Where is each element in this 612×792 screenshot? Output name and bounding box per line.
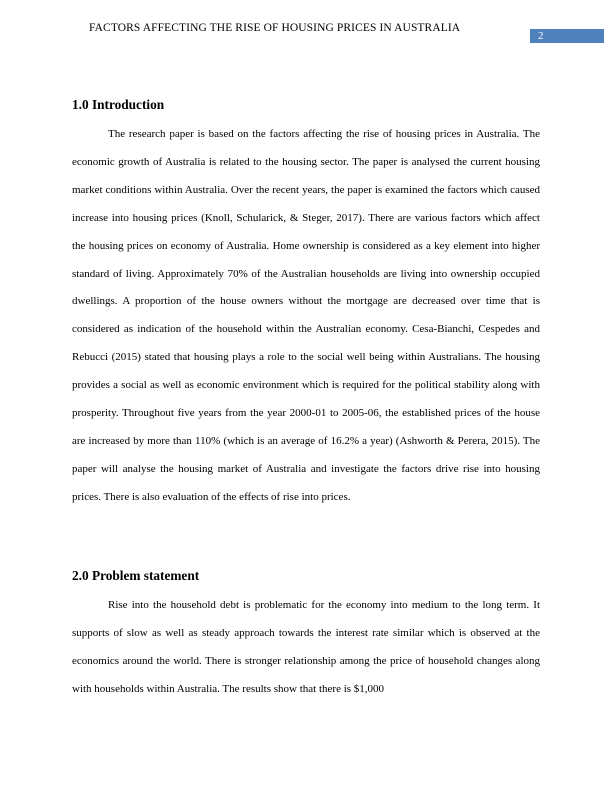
section-heading-problem-statement: 2.0 Problem statement xyxy=(72,568,200,583)
page-number-badge: 2 xyxy=(530,29,604,43)
section-paragraph-problem-statement: Rise into the household debt is problematic for the economy into medium to the long term. It supports of slow as well as steady approach towards the interest rate similar which is observed at the economics around the world. There is stronger relationship among the price of household changes along with households within Australia. The results show that there is $1,000 xyxy=(72,599,540,695)
section-heading-introduction: 1.0 Introduction xyxy=(72,97,165,112)
running-header-title: FACTORS AFFECTING THE RISE OF HOUSING PRICES IN AUSTRALIA xyxy=(89,22,461,34)
section-paragraph-introduction: The research paper is based on the factors affecting the rise of housing prices in Australia. The economic growth of Australia is related to the housing sector. The paper is analysed the current housing market conditions within Australia. Over the recent years, the paper is examined the factors which caused increase into housing prices (Knoll, Schularick, & Steger, 2017). There are various factors which affect the housing prices on economy of Australia. Home ownership is considered as a key element into higher standard of living. Approximately 70% of the Australian households are living into ownership occupied dwellings. A proportion of the house owners without the mortgage are decreased over time that is considered as indication of the household within the Australian economy. Cesa-Bianchi, Cespedes and Rebucci (2015) stated that housing plays a role to the social well being within Australians. The housing provides a social as well as economic environment which is required for the political stability along with prosperity. Throughout five years from the year 2000-01 to 2005-06, the established prices of the house are increased by more than 110% (which is an average of 16.2% a year) (Ashworth & Perera, 2015). The paper will analyse the housing market of Australia and investigate the factors drive rise into housing prices. There is also evaluation of the effects of rise into prices. xyxy=(72,128,540,503)
